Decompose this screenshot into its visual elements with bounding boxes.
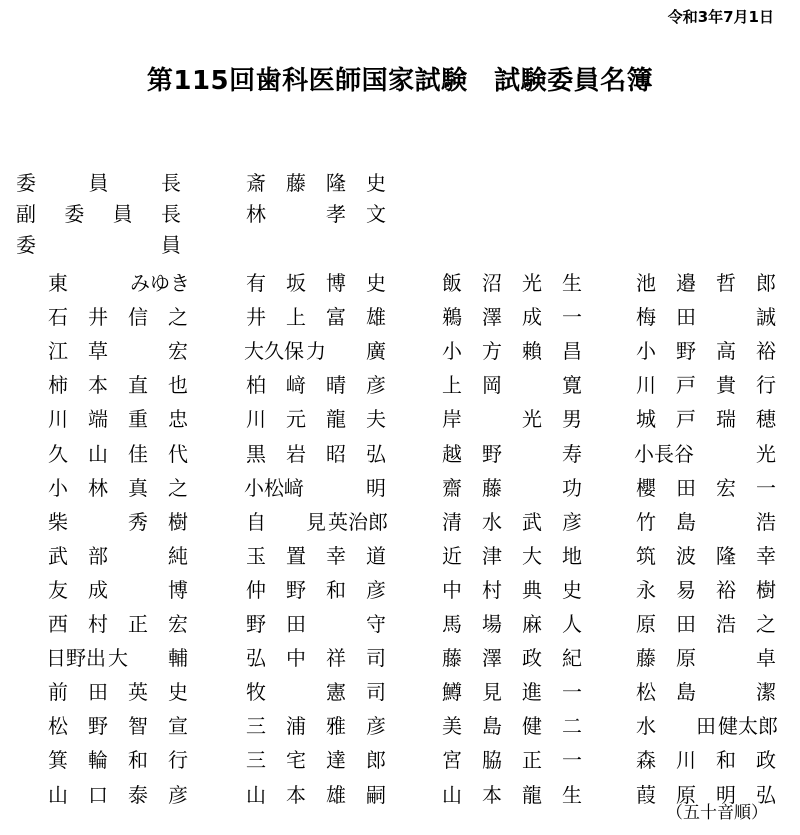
name-char: 長 — [161, 171, 181, 195]
name-char: 原 — [676, 646, 696, 671]
name-char: 輪 — [88, 748, 108, 773]
name-char: 彦 — [168, 782, 188, 807]
name-char: 誠 — [756, 305, 776, 330]
name-char: 信 — [128, 305, 148, 330]
name-char: 戸 — [676, 373, 696, 398]
name-char: 卓 — [756, 646, 776, 671]
name-char: 男 — [562, 407, 582, 432]
name-char: 麻 — [522, 612, 542, 636]
name-char: 岡 — [482, 373, 502, 398]
name-char: 田 — [286, 612, 306, 636]
name-char: 浩 — [716, 612, 736, 636]
name-char: 元 — [286, 407, 306, 432]
name-char: 林 — [246, 202, 266, 226]
name-char: 貴 — [716, 373, 736, 398]
name-char: 葭 — [636, 782, 656, 807]
name-char: 宏 — [716, 475, 736, 500]
name-char: 郎 — [756, 271, 776, 295]
name-char: 友 — [48, 577, 68, 602]
name-char: 宏 — [168, 339, 188, 364]
name-char: 藤 — [482, 475, 502, 500]
name-char: 前 — [48, 680, 68, 705]
name-char: 生 — [562, 271, 582, 295]
name-char: 明 — [716, 782, 736, 807]
name-char: 守 — [366, 612, 386, 636]
name-char: 昌 — [562, 339, 582, 364]
name-char: 中 — [286, 646, 306, 671]
name-char: 三 — [246, 748, 266, 773]
name-char: 忠 — [168, 407, 188, 432]
name-char: 行 — [168, 748, 188, 773]
name-char: 一 — [562, 748, 582, 773]
name-char: 大久保 — [244, 339, 304, 364]
name-char: 池 — [636, 271, 656, 295]
name-char: 光 — [522, 271, 542, 295]
name-char: 坂 — [286, 271, 306, 295]
ordering-note: （五十音順） — [666, 803, 768, 823]
name-char: 藤 — [636, 646, 656, 671]
name-char: 富 — [326, 305, 346, 330]
name-char: 見 — [482, 680, 502, 705]
name-char: 和 — [326, 577, 346, 602]
name-char: 弘 — [246, 646, 266, 671]
name-char: 波 — [676, 543, 696, 568]
name-char: 幸 — [756, 543, 776, 568]
name-char: 真 — [128, 475, 148, 500]
name-char: 柿 — [48, 373, 68, 398]
name-char: 田 — [88, 680, 108, 705]
name-char: 政 — [756, 748, 776, 773]
name-char: 成 — [88, 577, 108, 602]
name-char: 澤 — [482, 646, 502, 671]
name-char: 重 — [128, 407, 148, 432]
name-char: 浩 — [756, 509, 776, 534]
name-char: 秀 — [128, 509, 148, 534]
name-char: 隆 — [716, 543, 736, 568]
name-char: 隆 — [326, 171, 346, 195]
name-char: 憲 — [326, 680, 346, 705]
name-char: 英治郎 — [328, 509, 388, 534]
name-char: 黒 — [246, 441, 266, 466]
name-char: 原 — [676, 782, 696, 807]
name-char: 日野出 — [46, 646, 106, 671]
name-char: 鵜 — [442, 305, 462, 330]
name-char: みゆき — [130, 271, 190, 295]
name-char: 雄 — [366, 305, 386, 330]
document-date: 令和3年7月1日 — [667, 8, 774, 26]
name-char: 水 — [482, 509, 502, 534]
name-char: 戸 — [676, 407, 696, 432]
name-char: 委 — [64, 202, 85, 226]
name-char: 筑 — [636, 543, 656, 568]
name-char: 仲 — [246, 577, 266, 602]
name-char: 穂 — [756, 407, 776, 432]
name-char: 和 — [716, 748, 736, 773]
name-char: 一 — [756, 475, 776, 500]
name-char: 野 — [88, 714, 108, 739]
name-char: 三 — [246, 714, 266, 739]
name-char: 賴 — [522, 339, 542, 364]
name-char: 田 — [676, 475, 696, 500]
name-char: 津 — [482, 543, 502, 568]
name-char: 自 — [246, 509, 266, 534]
name-char: 井 — [246, 305, 266, 330]
name-char: 郎 — [366, 748, 386, 773]
document-title: 第115回歯科医師国家試験 試験委員名簿 — [146, 66, 654, 96]
name-char: 野 — [676, 339, 696, 364]
name-char: 島 — [482, 714, 502, 739]
name-char: 江 — [48, 339, 68, 364]
name-char: 東 — [48, 271, 68, 295]
name-char: 雅 — [326, 714, 346, 739]
name-char: 純 — [168, 543, 188, 568]
name-char: 嗣 — [366, 782, 386, 807]
name-char: 本 — [286, 782, 306, 807]
name-char: 廣 — [366, 339, 386, 364]
name-char: 人 — [562, 612, 582, 636]
name-char: 見 — [306, 509, 326, 534]
name-char: 部 — [88, 543, 108, 568]
name-char: 竹 — [636, 509, 656, 534]
name-char: 政 — [522, 646, 542, 671]
name-char: 博 — [168, 577, 188, 602]
name-char: 田 — [676, 612, 696, 636]
name-char: 史 — [562, 577, 582, 602]
name-char: 宏 — [168, 612, 188, 636]
name-char: 小 — [48, 475, 68, 500]
name-char: 岩 — [286, 441, 306, 466]
name-char: 長 — [161, 202, 181, 226]
name-char: 之 — [168, 475, 188, 500]
name-char: 川 — [676, 748, 696, 773]
name-char: 西 — [48, 612, 68, 636]
name-char: 石 — [48, 305, 68, 330]
name-char: 進 — [522, 680, 542, 705]
name-char: 﨑 — [286, 373, 306, 398]
name-char: 裕 — [756, 339, 776, 364]
name-char: 大 — [108, 646, 128, 671]
name-char: 端 — [88, 407, 108, 432]
name-char: 馬 — [442, 612, 462, 636]
name-char: 松 — [48, 714, 68, 739]
name-char: 澤 — [482, 305, 502, 330]
name-char: 近 — [442, 543, 462, 568]
name-char: 佳 — [128, 441, 148, 466]
name-char: 副 — [16, 202, 36, 226]
name-char: 直 — [128, 373, 148, 398]
name-char: 山 — [48, 782, 68, 807]
name-char: 之 — [168, 305, 188, 330]
name-char: 寿 — [562, 441, 582, 466]
name-char: 梅 — [636, 305, 656, 330]
name-char: 司 — [366, 646, 386, 671]
name-char: 史 — [366, 171, 386, 195]
name-char: 哲 — [716, 271, 736, 295]
name-char: 櫻 — [636, 475, 656, 500]
name-char: 水 — [636, 714, 656, 739]
name-char: 委 — [16, 171, 36, 195]
name-char: 宮 — [442, 748, 462, 773]
name-char: 永 — [636, 577, 656, 602]
name-char: 玉 — [246, 543, 266, 568]
name-char: 二 — [562, 714, 582, 739]
name-char: 久 — [48, 441, 68, 466]
name-char: 島 — [676, 509, 696, 534]
name-char: 健 — [522, 714, 542, 739]
name-char: 小 — [442, 339, 462, 364]
name-char: 田 — [676, 305, 696, 330]
name-char: 岸 — [442, 407, 462, 432]
name-char: 弘 — [366, 441, 386, 466]
name-char: 草 — [88, 339, 108, 364]
name-char: 村 — [482, 577, 502, 602]
name-char: 方 — [482, 339, 502, 364]
name-char: 典 — [522, 577, 542, 602]
name-char: 野 — [286, 577, 306, 602]
name-char: 樹 — [756, 577, 776, 602]
name-char: 泰 — [128, 782, 148, 807]
name-char: 田 — [696, 714, 716, 739]
name-char: 武 — [522, 509, 542, 534]
name-char: 鱒 — [442, 680, 462, 705]
name-char: 川 — [246, 407, 266, 432]
name-char: 野 — [482, 441, 502, 466]
name-char: 宅 — [286, 748, 306, 773]
name-char: 武 — [48, 543, 68, 568]
name-char: 原 — [636, 612, 656, 636]
name-char: 和 — [128, 748, 148, 773]
name-char: 行 — [756, 373, 776, 398]
name-char: 夫 — [366, 407, 386, 432]
name-char: 光 — [756, 441, 776, 466]
name-char: 龍 — [326, 407, 346, 432]
name-char: 高 — [716, 339, 736, 364]
name-char: 博 — [326, 271, 346, 295]
name-char: 上 — [442, 373, 462, 398]
name-char: 山 — [442, 782, 462, 807]
name-char: 正 — [128, 612, 148, 636]
name-char: 寛 — [562, 373, 582, 398]
name-char: 光 — [522, 407, 542, 432]
name-char: 裕 — [716, 577, 736, 602]
name-char: 藤 — [286, 171, 306, 195]
name-char: 箕 — [48, 748, 68, 773]
name-char: 英 — [128, 680, 148, 705]
name-char: 代 — [168, 441, 188, 466]
name-char: 紀 — [562, 646, 582, 671]
name-char: 小松﨑 — [244, 475, 304, 500]
name-char: 清 — [442, 509, 462, 534]
name-char: 祥 — [326, 646, 346, 671]
name-char: 弘 — [756, 782, 776, 807]
name-char: 史 — [168, 680, 188, 705]
name-char: 智 — [128, 714, 148, 739]
name-char: 森 — [636, 748, 656, 773]
name-char: 員 — [88, 171, 109, 195]
name-char: 島 — [676, 680, 696, 705]
name-char: 彦 — [562, 509, 582, 534]
name-char: 藤 — [442, 646, 462, 671]
name-char: 柏 — [246, 373, 266, 398]
name-char: 沼 — [482, 271, 502, 295]
name-char: 本 — [482, 782, 502, 807]
name-char: 彦 — [366, 577, 386, 602]
name-char: 柴 — [48, 509, 68, 534]
name-char: 文 — [366, 202, 386, 226]
name-char: 齋 — [442, 475, 462, 500]
name-char: 功 — [562, 475, 582, 500]
name-char: 小 — [636, 339, 656, 364]
name-char: 口 — [88, 782, 108, 807]
name-char: 彦 — [366, 714, 386, 739]
name-char: 場 — [482, 612, 502, 636]
name-char: 健太郎 — [718, 714, 778, 739]
name-char: 雄 — [326, 782, 346, 807]
name-char: 明 — [366, 475, 386, 500]
name-char: 浦 — [286, 714, 306, 739]
name-char: 小長谷 — [634, 441, 694, 466]
name-char: 山 — [88, 441, 108, 466]
name-char: 牧 — [246, 680, 266, 705]
name-char: 樹 — [168, 509, 188, 534]
name-char: 也 — [168, 373, 188, 398]
name-char: 大 — [522, 543, 542, 568]
name-char: 一 — [562, 680, 582, 705]
name-char: 生 — [562, 782, 582, 807]
name-char: 松 — [636, 680, 656, 705]
name-char: 中 — [442, 577, 462, 602]
name-char: 司 — [366, 680, 386, 705]
name-char: 一 — [562, 305, 582, 330]
name-char: 潔 — [756, 680, 776, 705]
name-char: 輔 — [168, 646, 188, 671]
name-char: 道 — [366, 543, 386, 568]
name-char: 林 — [88, 475, 108, 500]
name-char: 史 — [366, 271, 386, 295]
name-char: 斎 — [246, 171, 266, 195]
name-char: 井 — [88, 305, 108, 330]
name-char: 委 — [16, 233, 36, 257]
name-char: 上 — [286, 305, 306, 330]
name-char: 村 — [88, 612, 108, 636]
name-char: 川 — [48, 407, 68, 432]
name-char: 有 — [246, 271, 266, 295]
name-char: 易 — [676, 577, 696, 602]
name-char: 之 — [756, 612, 776, 636]
name-char: 瑞 — [716, 407, 736, 432]
name-char: 員 — [161, 233, 181, 257]
name-char: 達 — [326, 748, 346, 773]
name-char: 孝 — [326, 202, 346, 226]
name-char: 越 — [442, 441, 462, 466]
name-char: 員 — [112, 202, 133, 226]
name-char: 昭 — [326, 441, 346, 466]
name-char: 地 — [562, 543, 582, 568]
name-char: 邉 — [676, 271, 696, 295]
name-char: 彦 — [366, 373, 386, 398]
name-char: 龍 — [522, 782, 542, 807]
name-char: 置 — [286, 543, 306, 568]
name-char: 宣 — [168, 714, 188, 739]
name-char: 晴 — [326, 373, 346, 398]
name-char: 城 — [636, 407, 656, 432]
name-char: 山 — [246, 782, 266, 807]
name-char: 幸 — [326, 543, 346, 568]
name-char: 力 — [306, 339, 326, 364]
name-char: 正 — [522, 748, 542, 773]
name-char: 美 — [442, 714, 462, 739]
name-char: 野 — [246, 612, 266, 636]
name-char: 成 — [522, 305, 542, 330]
name-char: 脇 — [482, 748, 502, 773]
name-char: 本 — [88, 373, 108, 398]
name-char: 川 — [636, 373, 656, 398]
name-char: 飯 — [442, 271, 462, 295]
